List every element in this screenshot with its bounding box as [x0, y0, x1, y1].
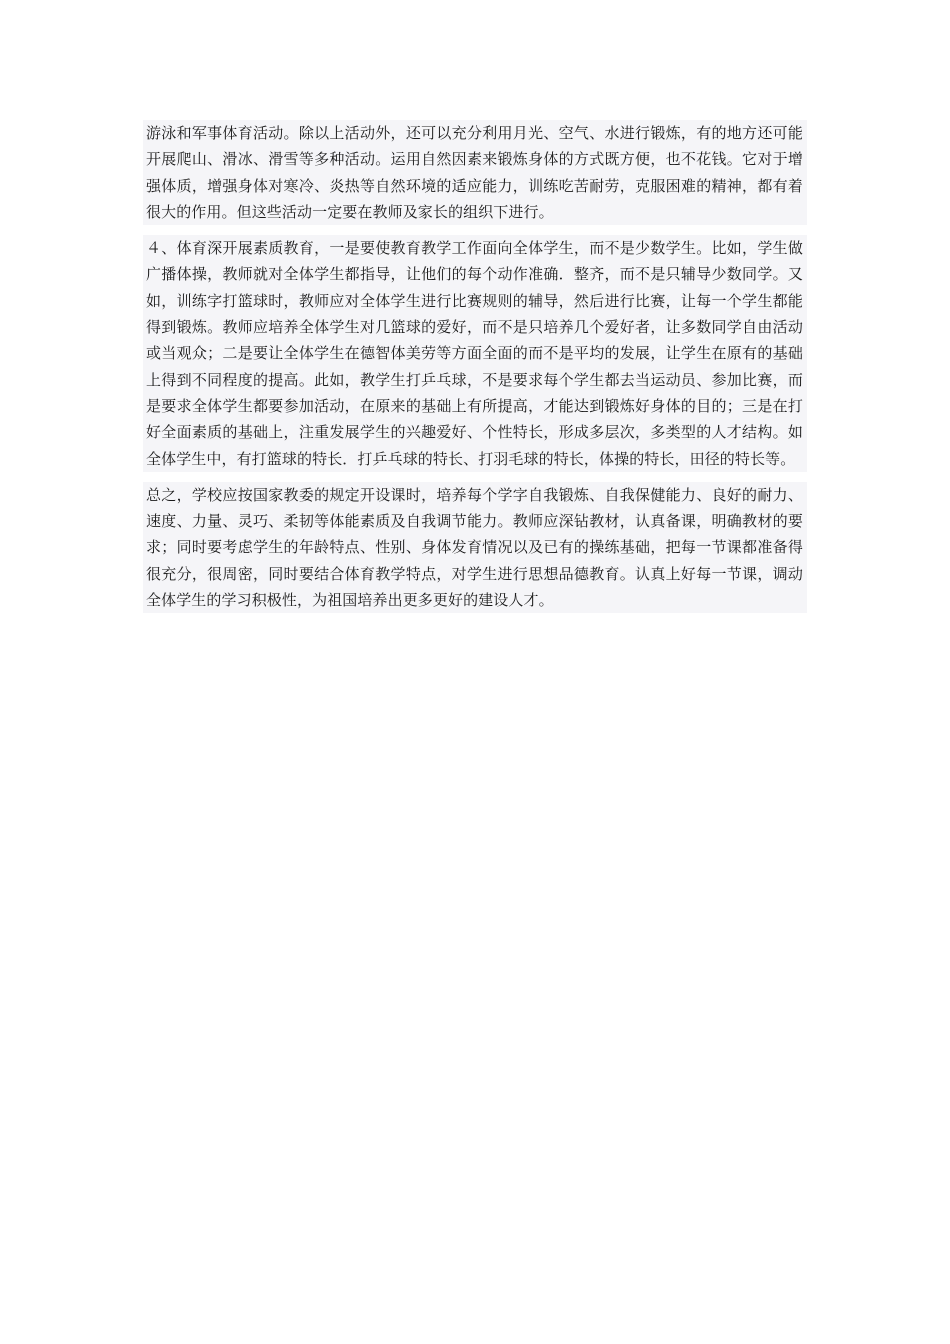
paragraph-outdoor-activities: 游泳和军事体育活动。除以上活动外，还可以充分利用月光、空气、水进行锻炼，有的地方还可能开展爬山、滑冰、滑雪等多种活动。运用自然因素来锻炼身体的方式既方便，也不花钱。它对于增强体质，增强身体对寒冷、炎热等自然环境的适应能力，训练吃苦耐劳，克服困难的精神，都有着很大的作用。但这些活动一定要在教师及家长的组织下进行。 [143, 120, 807, 225]
paragraph-quality-education: ４、体育深开展素质教育，一是要使教育教学工作面向全体学生，而不是少数学生。比如，学生做广播体操，教师就对全体学生都指导，让他们的每个动作准确．整齐，而不是只辅导少数同学。又如，训练字打篮球时，教师应对全体学生进行比赛规则的辅导，然后进行比赛，让每一个学生都能得到锻炼。教师应培养全体学生对几篮球的爱好，而不是只培养几个爱好者，让多数同学自由活动或当观众；二是要让全体学生在德智体美劳等方面全面的而不是平均的发展，让学生在原有的基础上得到不同程度的提高。此如，教学生打乒乓球，不是要求每个学生都去当运动员、参加比赛，而是要求全体学生都要参加活动，在原来的基础上有所提高，才能达到锻炼好身体的目的；三是在打好全面素质的基础上，注重发展学生的兴趣爱好、个性特长，形成多层次，多类型的人才结构。如全体学生中，有打篮球的特长．打乒乓球的特长、打羽毛球的特长，体操的特长，田径的特长等。 [143, 235, 807, 472]
document-body [143, 120, 807, 613]
paragraph-gap [143, 225, 807, 235]
paragraph-conclusion: 总之，学校应按国家教委的规定开设课时，培养每个学字自我锻炼、自我保健能力、良好的耐力、速度、力量、灵巧、柔韧等体能素质及自我调节能力。教师应深钻教材，认真备课，明确教材的要求；同时要考虑学生的年龄特点、性别、身体发育情况以及已有的操练基础，把每一节课都准备得很充分，很周密，同时要结合体育教学特点，对学生进行思想品德教育。认真上好每一节课，调动全体学生的学习积极性，为祖国培养出更多更好的建设人才。 [143, 482, 807, 613]
paragraph-gap [143, 472, 807, 482]
